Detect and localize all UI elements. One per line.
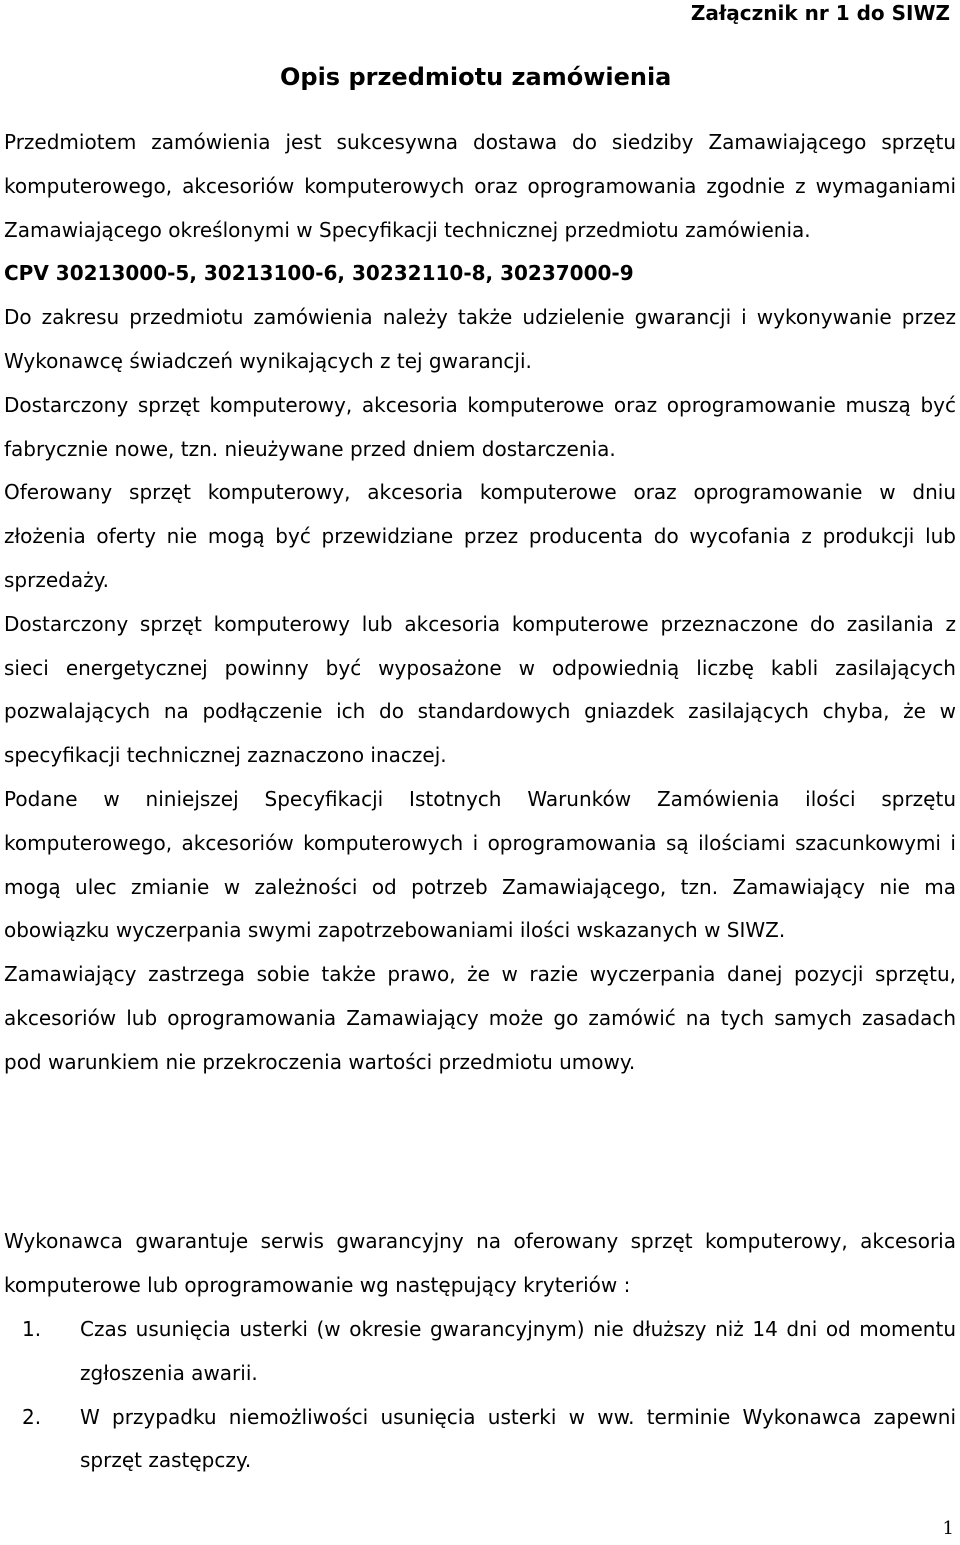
paragraph-power-cables: Dostarczony sprzęt komputerowy lub akcesoria komputerowe przeznaczone do zasilania z sieci energetycznej powinny być wyposażone w odpowiednią liczbę kabli zasilających pozwalających na podłączenie ich do standardowych gniazdek zasilających chyba, że w specyfikacji technicznej zaznaczono inaczej.	[4, 611, 956, 768]
paragraph-cpv-codes: CPV 30213000-5, 30213100-6, 30232110-8, 30237000-9	[4, 261, 634, 286]
list-item-number: 1.	[22, 1317, 42, 1341]
paragraph-subject: Przedmiotem zamówienia jest sukcesywna dostawa do siedziby Zamawiającego sprzętu komputerowego, akcesoriów komputerowych oraz oprogramowania zgodnie z wymaganiami Zamawiającego określonymi w Specyfikacji technicznej przedmiotu zamówienia.	[4, 130, 956, 242]
paragraph-quantities: Podane w niniejszej Specyfikacji Istotnych Warunków Zamówienia ilości sprzętu komputerowego, akcesoriów komputerowych i oprogramowania są ilościami szacunkowymi i mogą ulec zmianie w zależności od potrzeb Zamawiającego, tzn. Zamawiający nie ma obowiązku wyczerpania swymi zapotrzebowaniami ilości wskazanych w SIWZ.	[4, 786, 956, 943]
body-block-main	[4, 121, 956, 1085]
paragraph-offered-equipment: Oferowany sprzęt komputerowy, akcesoria komputerowe oraz oprogramowanie w dniu złożenia oferty nie mogą być przewidziane przez producenta do wycofania z produkcji lub sprzedaży.	[4, 480, 956, 592]
criteria-list	[4, 1308, 956, 1483]
list-item-text: Czas usunięcia usterki (w okresie gwarancyjnym) nie dłuższy niż 14 dni od momentu zgłoszenia awarii.	[80, 1317, 956, 1385]
attachment-label: Załącznik nr 1 do SIWZ	[690, 1, 950, 25]
paragraph-reorder-right: Zamawiający zastrzega sobie także prawo, że w razie wyczerpania danej pozycji sprzętu, akcesoriów lub oprogramowania Zamawiający może go zamówić na tych samych zasadach pod warunkiem nie przekroczenia wartości przedmiotu umowy.	[4, 962, 956, 1074]
paragraph-service-warranty: Wykonawca gwarantuje serwis gwarancyjny na oferowany sprzęt komputerowy, akcesoria komputerowe lub oprogramowanie wg następujący kryteriów :	[4, 1229, 956, 1297]
paragraph-new-equipment: Dostarczony sprzęt komputerowy, akcesoria komputerowe oraz oprogramowanie muszą być fabrycznie nowe, tzn. nieużywane przed dniem dostarczenia.	[4, 392, 956, 461]
paragraph-warranty-scope: Do zakresu przedmiotu zamówienia należy także udzielenie gwarancji i wykonywanie przez Wykonawcę świadczeń wynikających z tej gwarancji.	[4, 305, 956, 373]
list-item-number: 2.	[22, 1404, 42, 1429]
body-block-service	[4, 1220, 956, 1308]
list-item	[4, 1308, 956, 1396]
page-number: 1	[942, 1518, 954, 1539]
document-title: Opis przedmiotu zamówienia	[280, 63, 672, 91]
list-item	[4, 1396, 956, 1484]
list-item-text: W przypadku niemożliwości usunięcia usterki w ww. terminie Wykonawca zapewni sprzęt zastępczy.	[80, 1404, 956, 1473]
